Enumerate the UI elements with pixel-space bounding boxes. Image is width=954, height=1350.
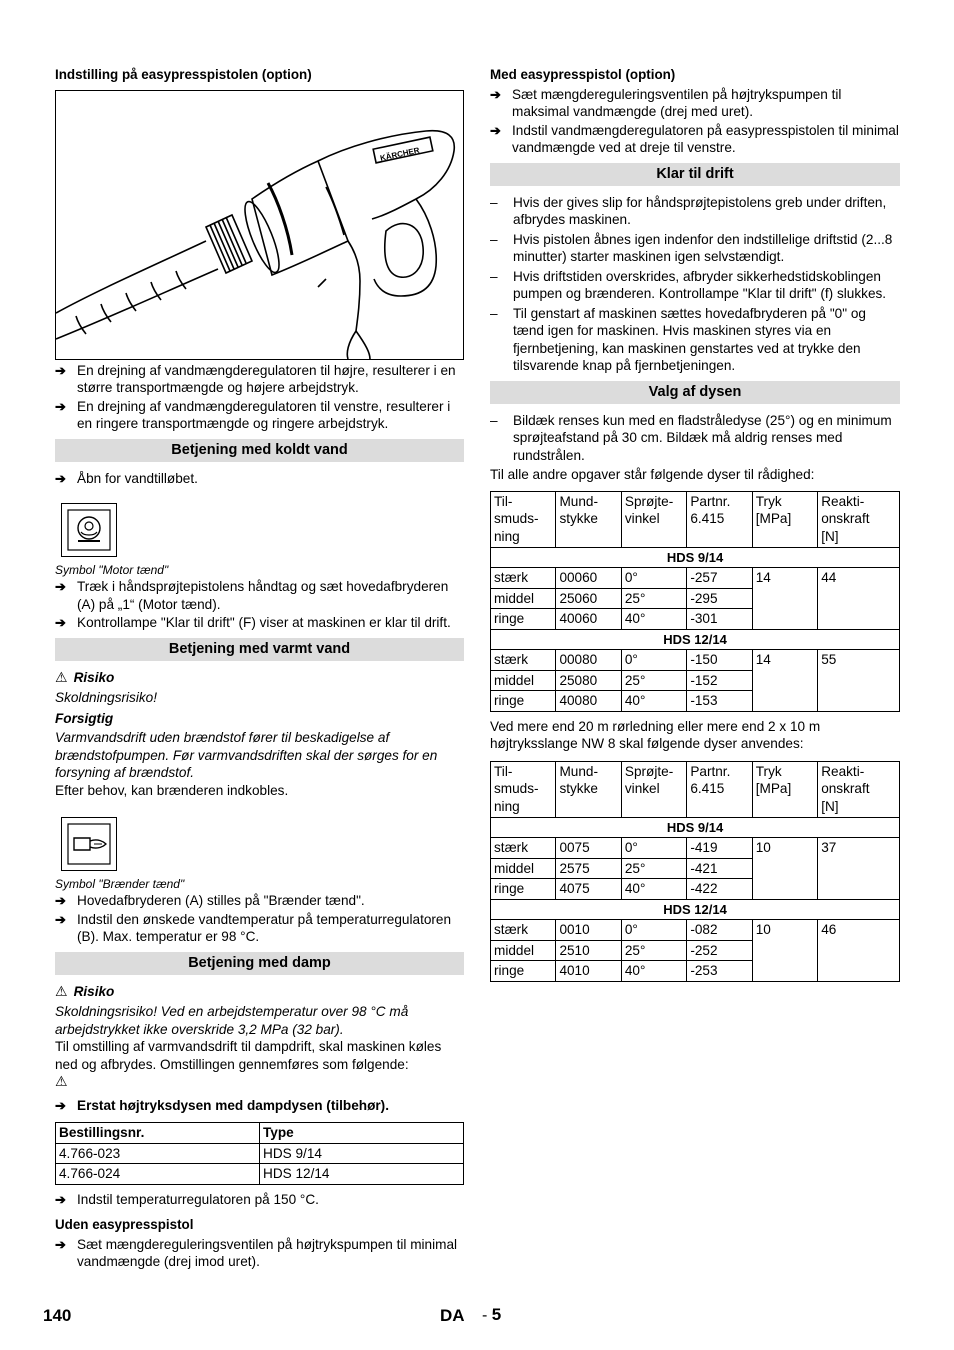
warning-icon: ⚠ — [55, 1073, 68, 1089]
no-pistol-heading: Uden easypresspistol — [55, 1217, 194, 1232]
table-row: ringe 40080 40° -153 — [491, 691, 900, 712]
pressure-cell: 14 — [752, 650, 817, 712]
pressure-cell: 10 — [752, 920, 817, 982]
ready-item: – Hvis der gives slip for håndsprøjtepistolens greb under driften, afbrydes maskinen. — [490, 194, 887, 227]
motor-icon — [66, 508, 112, 552]
with-pistol-heading: Med easypresspistol (option) — [490, 67, 676, 82]
ready-item: – Til genstart af maskinen sættes hovedafbryderen på "0" og tænd igen for maskinen. Hvis maskinen styres via en fjernbetjening, kan maskinen genstartes ved at trykke den tilsvarende knap på fjernbetjeningen. — [490, 305, 866, 373]
arrow-icon: ➔ — [55, 470, 66, 486]
careful-label: Forsigtig — [55, 710, 114, 726]
hot-text: Efter behov, kan brænderen indkobles. — [55, 782, 289, 798]
pressure-cell: 10 — [752, 838, 817, 900]
table-row: middel 25080 25° -152 — [491, 670, 900, 691]
arrow-icon: ➔ — [55, 398, 66, 414]
order-cell: HDS 12/14 — [260, 1164, 464, 1185]
table-row: stærk 00060 0° -257 14 44 — [491, 568, 900, 589]
arrow-icon: ➔ — [55, 893, 66, 908]
language-code: DA — [440, 1306, 465, 1325]
header-cell: Sprøjte- vinkel — [621, 491, 686, 547]
nozzle-table-2 — [490, 761, 900, 982]
burner-caption: Symbol "Brænder tænd" — [55, 877, 185, 891]
pistol-bullet: ➔ En drejning af vandmængderegulatoren til venstre, resulterer i en ringere transportmængde og ringere arbejdstryk. — [55, 398, 451, 431]
risk-label: ⚠ Risiko — [55, 668, 115, 685]
table-header-row — [491, 761, 900, 817]
header-cell: Til- smuds- ning — [491, 761, 556, 817]
left-column — [55, 66, 464, 1272]
model-row: HDS 12/14 — [491, 629, 900, 650]
steam-risk-label: ⚠ Risiko — [55, 982, 115, 999]
motor-on-symbol — [61, 503, 117, 557]
right-column — [490, 66, 900, 982]
header-cell: Reakti- onskraft [N] — [818, 761, 900, 817]
model-row: HDS 9/14 — [491, 817, 900, 838]
header-cell: Partnr. 6.415 — [687, 491, 752, 547]
order-header: Type — [260, 1123, 464, 1144]
header-cell: Til- smuds- ning — [491, 491, 556, 547]
table-header-row — [491, 491, 900, 547]
table-row: stærk 0010 0° -082 10 46 — [491, 920, 900, 941]
arrow-icon: ➔ — [55, 1097, 66, 1113]
burner-bullet: ➔ Indstil den ønskede vandtemperatur på temperaturregulatoren (B). Max. temperatur er 98 °C. — [55, 911, 452, 944]
careful-text: Varmvandsdrift uden brændstof fører til beskadigelse af brændstofpumpen. Før varmvandsdriften skal der sørges for en forsyning af brændstof. — [55, 730, 438, 780]
header-cell: Mund- stykke — [556, 761, 621, 817]
ready-item: – Hvis driftstiden overskrides, afbryder sikkerhedstidskoblingen pumpen og brænderen. Kontrollampe "Klar til drift" (f) slukkes. — [490, 268, 887, 301]
burner-icon — [66, 822, 112, 866]
heading-pistol: Indstilling på easypresspistolen (option) — [55, 67, 312, 82]
hot-risk-text: Skoldningsrisiko! — [55, 690, 157, 705]
nozzle-item: – Bildæk renses kun med en fladstråledyse (25°) og en minimum sprøjteafstand på 30 cm. Bildæk må aldrig renses med rundstrålen. — [490, 412, 892, 463]
with-pistol-bullet: ➔ Indstil vandmængderegulatoren på easypresspistolen til minimal vandmængde ved at dreje til venstre. — [490, 122, 899, 155]
arrow-icon: ➔ — [55, 1191, 66, 1207]
order-cell: 4.766-023 — [56, 1143, 260, 1164]
warning-icon: ⚠ — [55, 982, 68, 999]
brand-text: KÄRCHER — [379, 145, 421, 163]
section-ready: Klar til drift — [490, 163, 900, 186]
pressure-cell: 14 — [752, 568, 817, 630]
with-pistol-bullet: ➔ Sæt mængdereguleringsventilen på højtrykspumpen til maksimal vandmængde (drej med uret). — [490, 86, 842, 119]
no-pistol-bullet: ➔ Sæt mængdereguleringsventilen på højtrykspumpen til minimal vandmængde (drej imod uret). — [55, 1236, 458, 1269]
force-cell: 46 — [818, 920, 900, 982]
burner-on-symbol — [61, 817, 117, 871]
order-table — [55, 1122, 464, 1185]
arrow-icon: ➔ — [55, 362, 66, 378]
warning-icon: ⚠ — [55, 668, 68, 685]
nozzle-table-1 — [490, 491, 900, 712]
section-hot-water: Betjening med varmt vand — [55, 638, 464, 661]
header-cell: Reakti- onskraft [N] — [818, 491, 900, 547]
force-cell: 55 — [818, 650, 900, 712]
force-cell: 37 — [818, 838, 900, 900]
pistol-drawing — [56, 91, 463, 359]
table-row: ringe 40060 40° -301 — [491, 609, 900, 630]
order-cell: 4.766-024 — [56, 1164, 260, 1185]
model-row: HDS 12/14 — [491, 899, 900, 920]
order-header: Bestillingsnr. — [56, 1123, 260, 1144]
order-cell: HDS 9/14 — [260, 1143, 464, 1164]
steam-bullet: ➔ Erstat højtryksdysen med dampdysen (tilbehør). — [55, 1097, 389, 1113]
model-row: HDS 9/14 — [491, 547, 900, 568]
arrow-icon: ➔ — [490, 86, 501, 102]
table-row: ringe 4075 40° -422 — [491, 879, 900, 900]
header-cell: Partnr. 6.415 — [687, 761, 752, 817]
page-number: 140 — [43, 1306, 72, 1325]
motor-bullet: ➔ Træk i håndsprøjtepistolens håndtag og sæt hovedafbryderen (A) på „1“ (Motor tænd). — [55, 579, 449, 612]
between-text: Ved mere end 20 m rørledning eller mere end 2 x 10 m højtryksslange NW 8 skal følgende dyser anvendes: — [490, 718, 821, 751]
table-row: middel 25060 25° -295 — [491, 588, 900, 609]
section-nozzle: Valg af dysen — [490, 381, 900, 404]
arrow-icon: ➔ — [55, 615, 66, 630]
table-row: stærk 00080 0° -150 14 55 — [491, 650, 900, 671]
ready-item: – Hvis pistolen åbnes igen indenfor den indstillelige driftstid (2...8 minutter) starter maskinen igen selvstændigt. — [490, 231, 893, 264]
pistol-illustration — [55, 90, 464, 360]
header-cell: Sprøjte- vinkel — [621, 761, 686, 817]
cold-bullet: ➔ Åbn for vandtilløbet. — [55, 470, 198, 486]
section-steam: Betjening med damp — [55, 952, 464, 975]
motor-caption: Symbol "Motor tænd" — [55, 563, 169, 577]
arrow-icon: ➔ — [490, 122, 501, 138]
nozzle-text: Til alle andre opgaver står følgende dyser til rådighed: — [490, 467, 815, 482]
section-cold-water: Betjening med koldt vand — [55, 439, 464, 462]
arrow-icon: ➔ — [55, 911, 66, 927]
force-cell: 44 — [818, 568, 900, 630]
burner-bullet: ➔ Hovedafbryderen (A) stilles på "Brænder tænd". — [55, 893, 365, 908]
header-cell: Mund- stykke — [556, 491, 621, 547]
table-row: ringe 4010 40° -253 — [491, 961, 900, 982]
header-cell: Tryk [MPa] — [752, 761, 817, 817]
steam-risk-text: Skoldningsrisiko! Ved en arbejdstemperatur over 98 °C må arbejdstrykket ikke overskride 3,2 MPa (32 bar). — [55, 1004, 409, 1037]
steam-text: Til omstilling af varmvandsdrift til dampdrift, skal maskinen køles ned og afbrydes. Omstillingen gennemføres som følgende: — [55, 1039, 442, 1072]
table-row: middel 2575 25° -421 — [491, 858, 900, 879]
table-row: middel 2510 25° -252 — [491, 940, 900, 961]
temp-bullet: ➔ Indstil temperaturregulatoren på 150 °C. — [55, 1191, 319, 1207]
pistol-bullet: ➔ En drejning af vandmængderegulatoren til højre, resulterer i en større transportmængde og højere arbejdstryk. — [55, 362, 456, 395]
header-cell: Tryk [MPa] — [752, 491, 817, 547]
motor-bullet: ➔ Kontrollampe "Klar til drift" (F) viser at maskinen er klar til drift. — [55, 615, 451, 630]
arrow-icon: ➔ — [55, 1236, 66, 1252]
section-page: - 5 — [482, 1305, 502, 1324]
arrow-icon: ➔ — [55, 579, 66, 594]
table-row: stærk 0075 0° -419 10 37 — [491, 838, 900, 859]
